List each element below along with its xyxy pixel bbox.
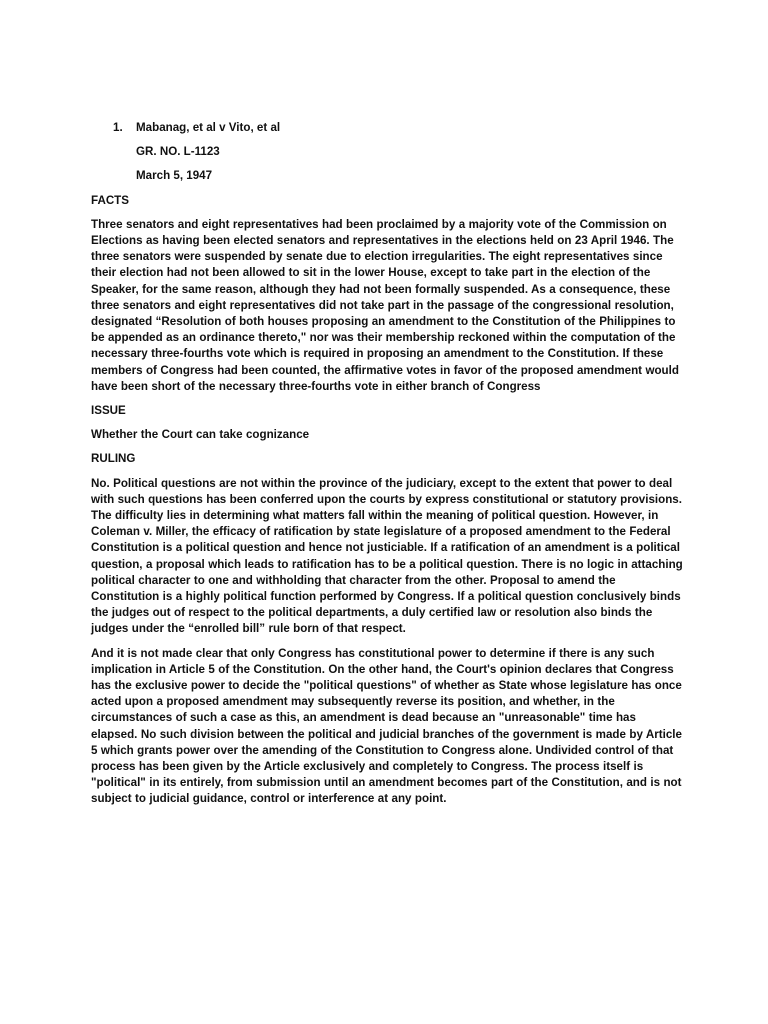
facts-heading: FACTS — [91, 193, 130, 207]
ruling-paragraph-2: And it is not made clear that only Congress has constitutional power to determine if there is any such implication in Article 5 of the Constitution. On the other hand, the Court's opinion declares that Congress has the exclusive power to decide the "political questions" of whether as State whose legislature has once acted upon a proposed amendment may subsequently reverse its position, and whether, in the circumstances of such a case as this, an amendment is dead because an "unreasonable" time has elapsed. No such division between the political and judicial branches of the government is made by Article 5 which grants power over the amending of the Constitution to Congress alone. Undivided control of that process has been given by the Article exclusively and completely to Congress. The process itself is "political" in its entirely, from submission until an amendment becomes part of the Constitution, and is not subject to judicial guidance, control or interference at any point. — [91, 646, 682, 806]
case-list-number: 1. — [113, 121, 123, 134]
ruling-heading: RULING — [91, 452, 136, 466]
case-heading — [91, 120, 683, 136]
case-date: March 5, 1947 — [136, 169, 213, 183]
facts-paragraph: Three senators and eight representatives had been proclaimed by a majority vote of the Commission on Elections as having been elected senators and representatives in the elections held on 23 April 1946. The three senators were suspended by senate due to election irregularities. The eight representatives since their election had not been allowed to sit in the lower House, except to take part in the election of the Speaker, for the same reason, although they had not been formally suspended. As a consequence, these three senators and eight representatives did not take part in the passage of the congressional resolution, designated “Resolution of both houses proposing an amendment to the Constitution of the Philippines to be appended as an ordinance thereto," nor was their membership reckoned within the computation of the necessary three-fourths vote which is required in proposing an amendment to the Constitution. If these members of Congress had been counted, the affirmative votes in favor of the proposed amendment would have been short of the necessary three-fourths vote in either branch of Congress — [91, 217, 679, 393]
issue-heading: ISSUE — [91, 404, 126, 417]
ruling-paragraph-1: No. Political questions are not within the province of the judiciary, except to the extent that power to deal with such questions has been conferred upon the courts by express constitutional or statutory provisions. The difficulty lies in determining what matters fall within the meaning of political question. However, in Coleman v. Miller, the efficacy of ratification by state legislature of a proposed amendment to the Federal Constitution is a political question and hence not justiciable. If a ratification of an amendment is a political question, a proposal which leads to ratification has to be a political question. There is no logic in attaching political character to one and withholding that character from the other. Proposal to amend the Constitution is a highly political function performed by Congress. If a political question conclusively binds the judges out of respect to the political departments, a duly certified law or resolution also binds the judges under the “enrolled bill” rule born of that respect. — [91, 476, 683, 636]
case-gr-number: GR. NO. L-1123 — [136, 145, 220, 159]
case-title: Mabanag, et al v Vito, et al — [136, 121, 281, 134]
issue-paragraph: Whether the Court can take cognizance — [91, 428, 310, 442]
document-body — [91, 120, 683, 808]
